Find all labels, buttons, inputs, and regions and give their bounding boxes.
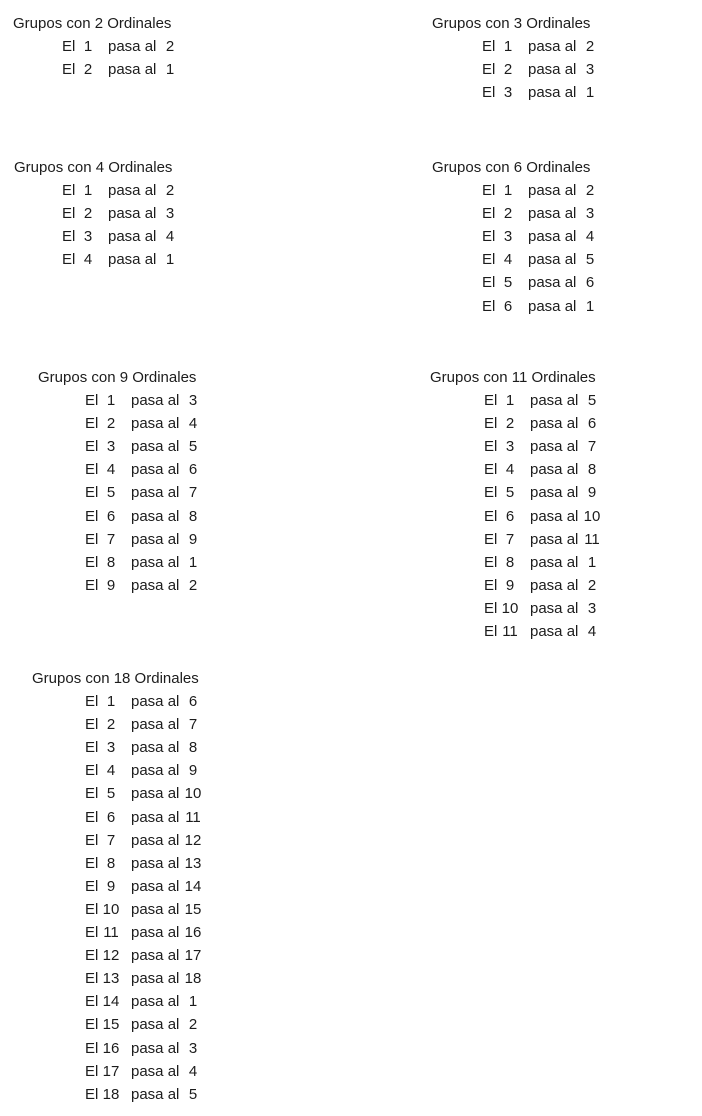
group-title: Grupos con 4 Ordinales [14,159,173,176]
group-title: Grupos con 2 Ordinales [13,15,172,32]
mapping-row [484,389,604,412]
pasa-al-label: pasa al [528,205,577,223]
mapping-row [85,898,205,921]
el-label: El [85,785,99,803]
from-ordinal: 8 [505,553,515,571]
from-ordinal: 8 [106,854,116,872]
pasa-al-label: pasa al [131,716,180,734]
el-label: El [482,274,496,292]
group-title: Grupos con 6 Ordinales [432,159,591,176]
pasa-al-label: pasa al [530,599,579,617]
from-ordinal: 2 [83,61,93,79]
pasa-al-label: pasa al [108,38,157,56]
el-label: El [482,182,496,200]
from-ordinal: 9 [106,576,116,594]
pasa-al-label: pasa al [528,297,577,315]
el-label: El [85,1085,99,1103]
from-ordinal: 1 [106,392,116,410]
mapping-row [482,35,602,58]
pasa-al-label: pasa al [530,576,579,594]
from-ordinal: 9 [106,877,116,895]
mapping-row [484,528,604,551]
to-ordinal: 2 [587,576,597,594]
group-title: Grupos con 9 Ordinales [38,369,197,386]
from-ordinal: 5 [106,484,116,502]
mapping-row [62,35,182,58]
mapping-row [484,458,604,481]
mapping-row [85,806,205,829]
mapping-row [85,990,205,1013]
el-label: El [85,993,99,1011]
from-ordinal: 3 [503,84,513,102]
mapping-row [85,412,205,435]
from-ordinal: 12 [102,947,120,965]
from-ordinal: 3 [106,438,116,456]
to-ordinal: 4 [585,228,595,246]
mapping-row [484,435,604,458]
from-ordinal: 1 [106,693,116,711]
to-ordinal: 3 [585,61,595,79]
group-3-ordinales [432,12,602,104]
to-ordinal: 16 [184,924,202,942]
mapping-row [85,458,205,481]
el-label: El [85,739,99,757]
mapping-row [62,179,182,202]
mapping-row [85,1037,205,1060]
to-ordinal: 6 [585,274,595,292]
mapping-row [85,875,205,898]
from-ordinal: 2 [505,415,515,433]
to-ordinal: 9 [587,484,597,502]
pasa-al-label: pasa al [530,438,579,456]
from-ordinal: 7 [106,530,116,548]
to-ordinal: 14 [184,877,202,895]
mapping-row [484,412,604,435]
mapping-row [85,852,205,875]
el-label: El [85,947,99,965]
pasa-al-label: pasa al [528,274,577,292]
to-ordinal: 6 [188,693,198,711]
mapping-row [482,81,602,104]
to-ordinal: 12 [184,831,202,849]
to-ordinal: 7 [587,438,597,456]
from-ordinal: 14 [102,993,120,1011]
mapping-row [85,389,205,412]
el-label: El [484,461,498,479]
mapping-row [85,1083,205,1106]
el-label: El [482,61,496,79]
el-label: El [85,900,99,918]
to-ordinal: 1 [585,84,595,102]
el-label: El [85,716,99,734]
to-ordinal: 2 [165,182,175,200]
mapping-row [484,481,604,504]
to-ordinal: 9 [188,530,198,548]
from-ordinal: 2 [503,61,513,79]
group-title: Grupos con 11 Ordinales [430,369,596,386]
from-ordinal: 6 [106,808,116,826]
el-label: El [484,415,498,433]
to-ordinal: 5 [587,392,597,410]
mapping-row [85,551,205,574]
group-rows [85,690,205,1106]
to-ordinal: 4 [188,1062,198,1080]
from-ordinal: 10 [501,599,519,617]
to-ordinal: 10 [184,785,202,803]
to-ordinal: 4 [165,228,175,246]
pasa-al-label: pasa al [528,182,577,200]
pasa-al-label: pasa al [131,553,180,571]
el-label: El [85,392,99,410]
to-ordinal: 3 [585,205,595,223]
el-label: El [482,84,496,102]
el-label: El [85,1039,99,1057]
from-ordinal: 4 [83,251,93,269]
mapping-row [85,1013,205,1036]
pasa-al-label: pasa al [131,762,180,780]
pasa-al-label: pasa al [131,576,180,594]
el-label: El [85,461,99,479]
el-label: El [62,182,76,200]
pasa-al-label: pasa al [108,61,157,79]
group-rows [484,389,604,643]
from-ordinal: 1 [503,38,513,56]
mapping-row [85,829,205,852]
el-label: El [62,228,76,246]
pasa-al-label: pasa al [108,228,157,246]
from-ordinal: 1 [505,392,515,410]
from-ordinal: 6 [503,297,513,315]
el-label: El [85,854,99,872]
el-label: El [85,484,99,502]
el-label: El [85,831,99,849]
from-ordinal: 6 [505,507,515,525]
from-ordinal: 2 [106,415,116,433]
to-ordinal: 8 [188,739,198,757]
pasa-al-label: pasa al [131,924,180,942]
from-ordinal: 6 [106,507,116,525]
from-ordinal: 8 [106,553,116,571]
mapping-row [85,967,205,990]
pasa-al-label: pasa al [131,1016,180,1034]
pasa-al-label: pasa al [528,251,577,269]
to-ordinal: 2 [188,576,198,594]
to-ordinal: 10 [583,507,601,525]
group-rows [62,35,182,81]
from-ordinal: 3 [505,438,515,456]
mapping-row [85,921,205,944]
from-ordinal: 2 [106,716,116,734]
pasa-al-label: pasa al [528,228,577,246]
mapping-row [85,435,205,458]
from-ordinal: 1 [83,182,93,200]
el-label: El [85,553,99,571]
to-ordinal: 3 [165,205,175,223]
from-ordinal: 17 [102,1062,120,1080]
to-ordinal: 7 [188,484,198,502]
to-ordinal: 2 [165,38,175,56]
to-ordinal: 1 [188,993,198,1011]
to-ordinal: 1 [165,61,175,79]
pasa-al-label: pasa al [131,970,180,988]
pasa-al-label: pasa al [528,38,577,56]
el-label: El [484,438,498,456]
from-ordinal: 18 [102,1085,120,1103]
mapping-row [62,58,182,81]
pasa-al-label: pasa al [530,484,579,502]
pasa-al-label: pasa al [131,831,180,849]
group-rows [85,389,205,597]
group-4-ordinales [14,156,182,271]
group-18-ordinales [32,667,205,1106]
from-ordinal: 4 [503,251,513,269]
to-ordinal: 1 [587,553,597,571]
pasa-al-label: pasa al [131,507,180,525]
from-ordinal: 3 [503,228,513,246]
from-ordinal: 5 [505,484,515,502]
el-label: El [62,61,76,79]
pasa-al-label: pasa al [108,182,157,200]
from-ordinal: 10 [102,900,120,918]
mapping-row [484,505,604,528]
mapping-row [482,295,602,318]
from-ordinal: 1 [83,38,93,56]
from-ordinal: 4 [505,461,515,479]
from-ordinal: 3 [106,739,116,757]
to-ordinal: 4 [188,415,198,433]
from-ordinal: 15 [102,1016,120,1034]
el-label: El [482,228,496,246]
mapping-row [85,944,205,967]
from-ordinal: 9 [505,576,515,594]
group-2-ordinales [13,12,182,81]
mapping-row [482,58,602,81]
mapping-row [85,759,205,782]
el-label: El [482,205,496,223]
mapping-row [85,505,205,528]
pasa-al-label: pasa al [108,251,157,269]
to-ordinal: 3 [188,392,198,410]
el-label: El [85,530,99,548]
from-ordinal: 4 [106,461,116,479]
group-rows [482,35,602,104]
pasa-al-label: pasa al [530,623,579,641]
to-ordinal: 11 [185,808,201,826]
el-label: El [85,576,99,594]
mapping-row [484,620,604,643]
el-label: El [482,38,496,56]
pasa-al-label: pasa al [530,530,579,548]
group-6-ordinales [432,156,602,318]
mapping-row [62,248,182,271]
pasa-al-label: pasa al [131,438,180,456]
to-ordinal: 4 [587,623,597,641]
el-label: El [85,924,99,942]
group-title: Grupos con 18 Ordinales [32,670,199,687]
to-ordinal: 15 [184,900,202,918]
mapping-row [482,225,602,248]
to-ordinal: 6 [188,461,198,479]
pasa-al-label: pasa al [131,900,180,918]
from-ordinal: 13 [102,970,120,988]
el-label: El [484,484,498,502]
pasa-al-label: pasa al [131,877,180,895]
pasa-al-label: pasa al [131,530,180,548]
el-label: El [85,762,99,780]
mapping-row [85,713,205,736]
mapping-row [482,248,602,271]
pasa-al-label: pasa al [530,461,579,479]
to-ordinal: 5 [188,438,198,456]
el-label: El [85,693,99,711]
el-label: El [484,553,498,571]
pasa-al-label: pasa al [131,785,180,803]
el-label: El [484,576,498,594]
mapping-row [482,271,602,294]
mapping-row [85,690,205,713]
el-label: El [85,1062,99,1080]
from-ordinal: 1 [503,182,513,200]
to-ordinal: 1 [188,553,198,571]
el-label: El [484,392,498,410]
pasa-al-label: pasa al [131,415,180,433]
pasa-al-label: pasa al [528,61,577,79]
mapping-row [482,202,602,225]
pasa-al-label: pasa al [131,461,180,479]
pasa-al-label: pasa al [131,1062,180,1080]
to-ordinal: 5 [585,251,595,269]
pasa-al-label: pasa al [528,84,577,102]
mapping-row [85,481,205,504]
el-label: El [482,251,496,269]
from-ordinal: 5 [503,274,513,292]
el-label: El [85,1016,99,1034]
mapping-row [62,225,182,248]
mapping-row [85,574,205,597]
from-ordinal: 16 [102,1039,120,1057]
from-ordinal: 7 [106,831,116,849]
group-9-ordinales [38,366,205,597]
el-label: El [62,205,76,223]
pasa-al-label: pasa al [530,392,579,410]
el-label: El [85,415,99,433]
to-ordinal: 2 [585,38,595,56]
el-label: El [85,877,99,895]
pasa-al-label: pasa al [131,993,180,1011]
mapping-row [482,179,602,202]
from-ordinal: 11 [103,924,119,942]
mapping-row [85,528,205,551]
group-11-ordinales [430,366,604,643]
el-label: El [85,808,99,826]
pasa-al-label: pasa al [131,854,180,872]
el-label: El [85,438,99,456]
from-ordinal: 2 [503,205,513,223]
el-label: El [484,530,498,548]
group-rows [482,179,602,318]
to-ordinal: 11 [584,530,600,548]
to-ordinal: 6 [587,415,597,433]
to-ordinal: 1 [585,297,595,315]
to-ordinal: 5 [188,1085,198,1103]
pasa-al-label: pasa al [131,1085,180,1103]
el-label: El [484,623,498,641]
to-ordinal: 1 [165,251,175,269]
pasa-al-label: pasa al [131,808,180,826]
mapping-row [85,1060,205,1083]
from-ordinal: 7 [505,530,515,548]
from-ordinal: 4 [106,762,116,780]
pasa-al-label: pasa al [530,415,579,433]
el-label: El [62,38,76,56]
el-label: El [482,297,496,315]
to-ordinal: 3 [188,1039,198,1057]
mapping-row [85,736,205,759]
to-ordinal: 13 [184,854,202,872]
to-ordinal: 2 [585,182,595,200]
to-ordinal: 3 [587,599,597,617]
to-ordinal: 2 [188,1016,198,1034]
group-rows [62,179,182,271]
pasa-al-label: pasa al [131,484,180,502]
pasa-al-label: pasa al [108,205,157,223]
mapping-row [484,574,604,597]
to-ordinal: 8 [188,507,198,525]
pasa-al-label: pasa al [131,1039,180,1057]
el-label: El [85,970,99,988]
mapping-row [85,782,205,805]
group-title: Grupos con 3 Ordinales [432,15,591,32]
from-ordinal: 11 [502,623,518,641]
el-label: El [484,599,498,617]
pasa-al-label: pasa al [131,947,180,965]
el-label: El [484,507,498,525]
to-ordinal: 18 [184,970,202,988]
el-label: El [85,507,99,525]
pasa-al-label: pasa al [131,693,180,711]
to-ordinal: 17 [184,947,202,965]
from-ordinal: 3 [83,228,93,246]
el-label: El [62,251,76,269]
from-ordinal: 2 [83,205,93,223]
pasa-al-label: pasa al [530,507,579,525]
to-ordinal: 9 [188,762,198,780]
to-ordinal: 7 [188,716,198,734]
mapping-row [62,202,182,225]
pasa-al-label: pasa al [131,392,180,410]
mapping-row [484,597,604,620]
to-ordinal: 8 [587,461,597,479]
mapping-row [484,551,604,574]
from-ordinal: 5 [106,785,116,803]
pasa-al-label: pasa al [131,739,180,757]
pasa-al-label: pasa al [530,553,579,571]
